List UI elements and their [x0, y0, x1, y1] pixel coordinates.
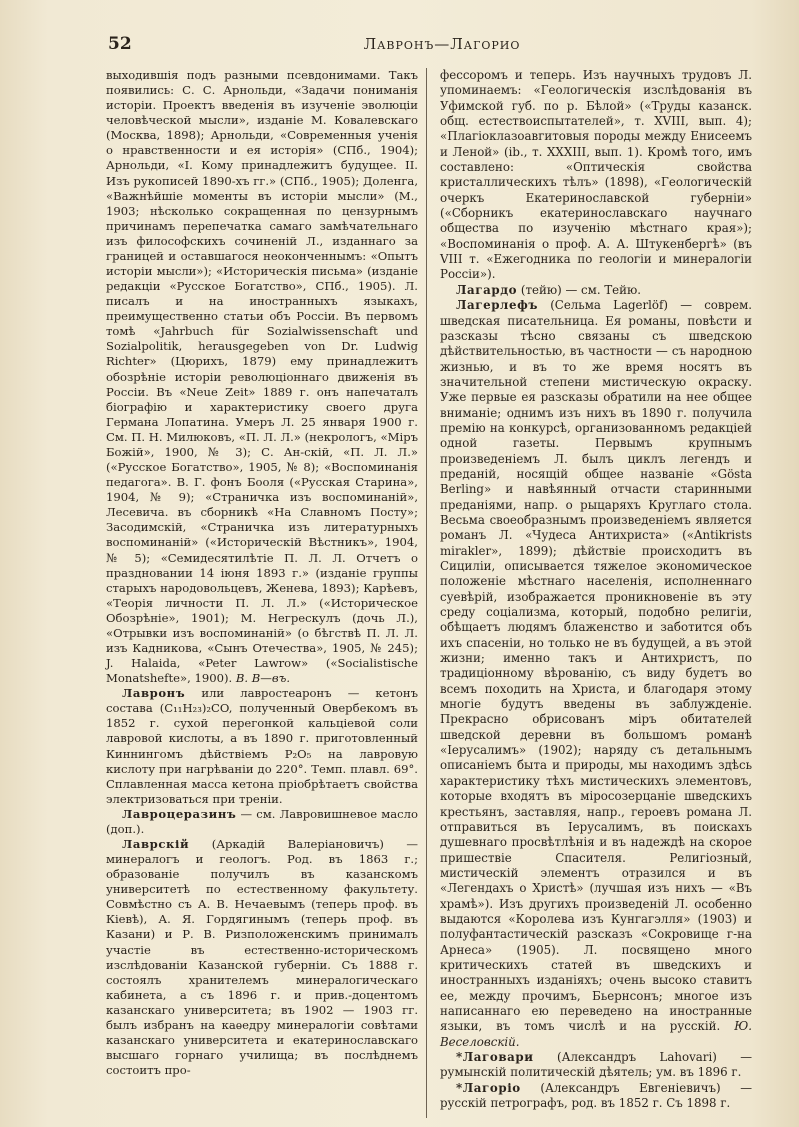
entry-lagovari	[440, 1050, 752, 1081]
running-head: Лавронъ—Лагорио	[363, 35, 521, 53]
page-header	[108, 34, 776, 54]
entry-text: (Александръ Евгеніевичъ) — русскій петрографъ, род. въ 1852 г. Съ 1898 г.	[440, 1080, 753, 1111]
author-signature: Ю. Веселовскій.	[440, 1019, 753, 1049]
entry-lagerlef	[440, 298, 752, 1050]
entry-text: (Александръ Lahovari) — румынскій политическій дѣятель; ум. въ 1896 г.	[440, 1050, 752, 1080]
entry-text: — см. Лавровишневое масло (доп.).	[106, 806, 419, 836]
entry-headword: *Лагоріо	[456, 1080, 521, 1095]
entry-headword: Лаврскій	[122, 836, 190, 851]
entry-headword: Лагардо	[456, 282, 518, 297]
column-divider	[426, 68, 427, 1118]
author-signature: В. В—въ.	[235, 671, 291, 686]
entry-lagardo	[440, 283, 752, 298]
entry-headword: Лавронъ	[122, 686, 186, 701]
entry-continuation	[106, 68, 418, 686]
entry-text: (Аркадій Валеріановичъ) — минералогъ и геологъ. Род. въ 1863 г.; образованіе получилъ въ казанскомъ университетѣ по естественному факультету. Совмѣстно съ А. В. Нечаевымъ (теперь проф. въ Кіевѣ), А. Я. Гордягинымъ (теперь проф. въ Казани) и Р. В. Ризположенскимъ принималъ участіе въ естественно-историческомъ изслѣдованіи Казанской губерніи. Съ 1888 г. состоялъ хранителемъ минералогическаго кабинета, а съ 1896 г. и прив.-доцентомъ казанскаго университета; въ 1902 — 1903 гг. былъ избранъ на каѳедру минералогіи совѣтами казанскаго университета и екатеринославскаго высшаго горнаго училища; въ послѣднемъ состоитъ про-	[106, 836, 418, 1078]
entry-text: выходившія подъ разными псевдонимами. Такъ появились: С. С. Арнольди, «Задачи пониманія исторіи. Проектъ введенія въ изученіе эволюціи человѣческой мысли», изданіе М. Ковалевскаго (Москва, 1898); Арнольди, «Современныя ученія о нравственности и ея исторія» (СПб., 1904); Арнольди, «I. Кому принадлежитъ будущее. II. Изъ рукописей 1890-хъ гг.» (СПб., 1905); Доленга, «Важнѣйшіе моменты въ исторіи мысли» (М., 1903; нѣсколько сокращенная по цензурнымъ причинамъ перепечатка самаго замѣчательнаго изъ философскихъ сочиненій Л., изданнаго за границей и оставшагося неоконченнымъ: «Опытъ исторіи мысли»); «Историческія письма» (изданіе редакціи «Русское Богатство», СПб., 1905). Л. писалъ и на иностранныхъ языкахъ, преимущественно статьи объ Россіи. Въ первомъ томѣ «Jahrbuch für Sozialwissenschaft und Sozialpolitik, herausgegeben von Dr. Ludwig Richter» (Цюрихъ, 1879) ему принадлежитъ обозрѣніе исторіи революціоннаго движенія въ Россіи. Въ «Neue Zeit» 1889 г. онъ напечаталъ біографію и характеристику своего друга Германа Лопатина. Умеръ Л. 25 января 1900 г. См. П. Н. Милюковъ, «П. Л. Л.» (некрологъ, «Міръ Божій», 1900, № 3); С. Ан-скій, «П. Л. Л.» («Русское Богатство», 1905, № 8); «Воспоминанія педагога». В. Г. фонъ Бооля («Русская Старина», 1904, № 9); «Страничка изъ воспоминаній», Лесевича. въ сборникѣ «На Славномъ Посту»; Засодимскій, «Страничка изъ литературныхъ воспоминаній» («Историческій Вѣстникъ», 1904, № 5); «Семидесятилѣтіе П. Л. Л. Отчетъ о праздновании 14 іюня 1893 г.» (изданіе группы старыхъ народовольцевъ, Женева, 1893); Карѣевъ, «Теорія личности П. Л. Л.» («Историческое Обозрѣніе», 1901); М. Негрескулъ (дочь Л.), «Отрывки изъ воспоминаній» (о бѣгствѣ П. Л. Л. изъ Кадникова, «Сынъ Отечества», 1905, № 245); J. Halaida, «Peter Lawrow» («Socialistische Monatshefte», 1900).	[106, 68, 419, 686]
right-column	[440, 68, 752, 1111]
page-number: 52	[108, 34, 132, 54]
entry-lavron	[106, 686, 418, 807]
entry-text: или лавростеаронъ — кетонъ состава (C₁₁H₂₃)₂CO, полученный Овербекомъ въ 1852 г. сухой перегонкой кальціевой соли лавровой кислоты, а въ 1890 г. приготовленный Киннингомъ дѣйствіемъ P₂O₅ на лавровую кислоту при нагрѣваніи до 220°. Темп. плавл. 69°. Сплавленная масса кетона пріобрѣтаетъ свойства электризоваться при треніи.	[106, 686, 419, 806]
entry-text: (Сельма Lagerlöf) — соврем. шведская писательница. Ея романы, повѣсти и разсказы тѣсно связаны съ шведскою дѣйствительностью, въ частности — съ народною жизнью, и въ то же время носятъ въ значительной степени мистическую окраску. Уже первые ея разсказы обратили на нее общее вниманіе; однимъ изъ нихъ въ 1890 г. получила премію на конкурсѣ, организованномъ редакціей одной газеты. Первымъ крупнымъ произведеніемъ Л. былъ циклъ легендъ и преданій, носящій общее названіе «Gösta Berling» и навѣянный отчасти старинными преданіями, напр. о рыцаряхъ Круглаго стола. Весьма своеобразнымъ произведеніемъ является романъ Л. «Чудеса Антихриста» («Antikrists mirakler», 1899); дѣйствіе происходитъ въ Сициліи, описывается тяжелое экономическое положеніе мѣстнаго населенія, исполненнаго суевѣрій, изображается проникновеніе въ эту среду соціализма, который, подобно религіи, обѣщаетъ людямъ блаженство и заботится объ ихъ спасеніи, но только не въ будущей, а въ этой жизни; именно такъ и Антихристъ, по традиціонному вѣрованію, съ виду будетъ во всемъ походить на Христа, и благодаря этому многіе будутъ введены въ заблужденіе. Прекрасно обрисованъ міръ обитателей шведской деревни въ большомъ романѣ «Іерусалимъ» (1902); наряду съ детальнымъ описаніемъ быта и природы, мы находимъ здѣсь характеристику тѣхъ мистическихъ элементовъ, которые входятъ въ міросозерцаніе шведскихъ крестьянъ, заставляя, напр., героевъ романа Л. отправиться въ Іерусалимъ, въ поискахъ душевнаго просвѣтлѣнія и въ надеждѣ на скорое пришествіе Спасителя. Религіозный, мистическій элементъ отразился и въ «Легендахъ о Христѣ» (лучшая изъ нихъ — «Въ храмѣ»). Изъ другихъ произведеній Л. особенно выдаются «Королева изъ Кунгагэлля» (1903) и полуфантастическій разсказъ «Сокровище г-на Арнеса» (1905). Л. посвящено много критическихъ статей въ шведскихъ и иностранныхъ изданіяхъ; очень высоко ставитъ ее, между прочимъ, Бьернсонъ; многое изъ написаннаго ею переведено на иностранные языки, въ томъ числѣ и на русскій.	[440, 298, 752, 1034]
entry-lagorio	[440, 1081, 752, 1112]
entry-lavrocerazin	[106, 807, 418, 837]
entry-headword: *Лаговари	[456, 1050, 534, 1064]
entry-lavrskiy	[106, 837, 418, 1078]
entry-text: (тейю) — см. Тейю.	[520, 282, 642, 297]
left-column	[106, 68, 418, 1078]
entry-headword: Лавроцеразинъ	[122, 806, 237, 821]
entry-text: фессоромъ и теперь. Изъ научныхъ трудовъ Л. упоминаемъ: «Геологическія изслѣдованія въ Уфимской губ. по р. Бѣлой» («Труды казанск. общ. естествоиспытателей», т. XVIII, вып. 4); «Плагіоклазоавгитовыя породы между Енисеемъ и Леной» (ib., т. XXXIII, вып. 1). Кромѣ того, имъ составлено: «Оптическія свойства кристаллическихъ тѣлъ» (1898), «Геологическій очеркъ Екатеринославской губерніи» («Сборникъ екатеринославскаго научнаго общества по изученію мѣстнаго края»); «Воспоминанія о проф. А. А. Штукенбергѣ» (въ VIII т. «Ежегодника по геологіи и минералогіи Россіи»).	[440, 68, 752, 282]
entry-continuation	[440, 68, 752, 283]
entry-headword: Лагерлефъ	[456, 298, 538, 313]
